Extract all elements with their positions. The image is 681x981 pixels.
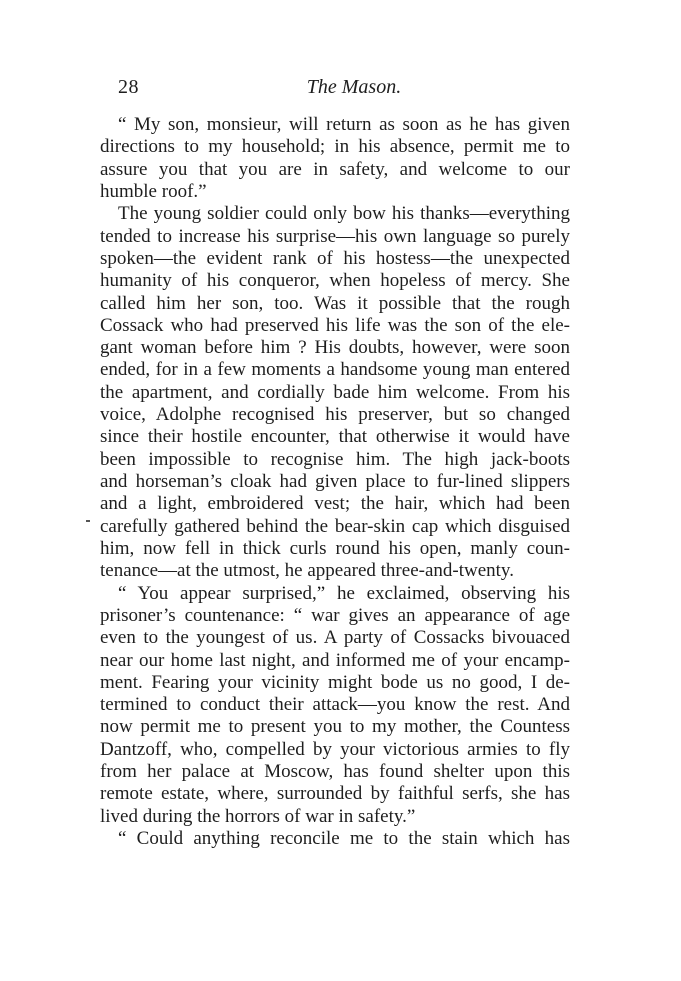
- text-line: remote estate, where, surrounded by faithful serfs, she has: [100, 783, 570, 805]
- text-line: been impossible to recognise him. The high jack-boots: [100, 448, 570, 470]
- text-line: gant woman before him ? His doubts, however, were soon: [100, 337, 570, 359]
- text-line: tended to increase his surprise—his own language so purely: [100, 225, 570, 247]
- page-header: [118, 76, 570, 104]
- text-line: termined to conduct their attack—you know the rest. And: [100, 694, 570, 716]
- text-line: The young soldier could only bow his thanks—everything: [118, 203, 570, 225]
- text-line: prisoner’s countenance: “ war gives an appearance of age: [100, 604, 570, 626]
- text-line: Dantzoff, who, compelled by your victorious armies to fly: [100, 738, 570, 760]
- text-line: and a light, embroidered vest; the hair, which had been: [100, 493, 570, 515]
- text-line: now permit me to present you to my mother, the Countess: [100, 716, 570, 738]
- text-line: Cossack who had preserved his life was the son of the ele-: [100, 314, 570, 336]
- text-line: and horseman’s cloak had given place to fur-lined slippers: [100, 471, 570, 492]
- text-line: ended, for in a few moments a handsome young man entered: [100, 359, 570, 381]
- text-line: spoken—the evident rank of his hostess—the unexpected: [100, 247, 570, 269]
- running-title: The Mason.: [306, 76, 402, 98]
- text-line: voice, Adolphe recognised his preserver, but so changed: [100, 404, 570, 426]
- text-line: “ Could anything reconcile me to the stain which has: [118, 828, 570, 849]
- text-line: “ You appear surprised,” he exclaimed, observing his: [118, 582, 570, 604]
- text-line: since their hostile encounter, that otherwise it would have: [100, 426, 570, 448]
- margin-mark: [86, 520, 90, 522]
- text-line: directions to my household; in his absence, permit me to: [100, 136, 570, 158]
- text-line: called him her son, too. Was it possible that the rough: [100, 292, 570, 314]
- text-line: tenance—at the utmost, he appeared three-and-twenty.: [100, 560, 514, 582]
- text-line: carefully gathered behind the bear-skin cap which disguised: [100, 515, 570, 537]
- text-line: him, now fell in thick curls round his open, manly coun-: [100, 537, 570, 559]
- text-line: ment. Fearing your vicinity might bode us no good, I de-: [100, 671, 570, 693]
- text-line: near our home last night, and informed me of your encamp-: [100, 649, 570, 671]
- text-line: humble roof.”: [100, 180, 207, 202]
- text-line: from her palace at Moscow, has found shelter upon this: [100, 761, 570, 783]
- text-line: “ My son, monsieur, will return as soon as he has given: [118, 114, 570, 135]
- body-text: [100, 114, 570, 850]
- text-line: even to the youngest of us. A party of Cossacks bivouaced: [100, 627, 570, 649]
- page-number: 28: [118, 76, 139, 98]
- text-line: the apartment, and cordially bade him welcome. From his: [100, 381, 570, 403]
- text-line: assure you that you are in safety, and welcome to our: [100, 158, 570, 180]
- text-line: humanity of his conqueror, when hopeless of mercy. She: [100, 270, 570, 292]
- text-line: lived during the horrors of war in safety.”: [100, 805, 416, 827]
